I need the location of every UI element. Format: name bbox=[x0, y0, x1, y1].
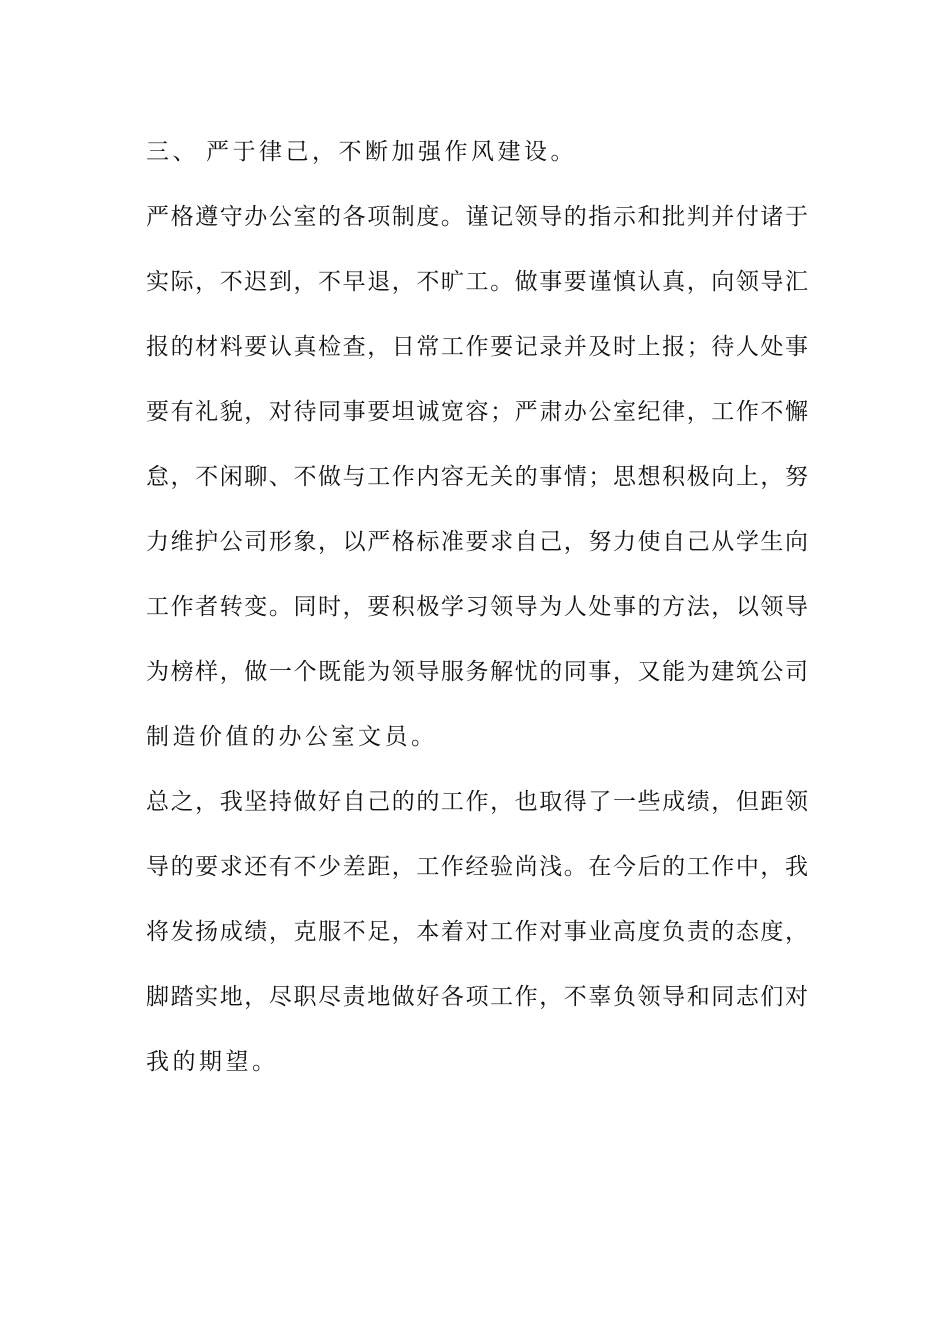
paragraph-line: 脚踏实地，尽职尽责地做好各项工作，不辜负领导和同志们对 bbox=[146, 984, 808, 1010]
paragraph-line: 力维护公司形象，以严格标准要求自己，努力使自己从学生向 bbox=[146, 529, 808, 555]
paragraph-line: 报的材料要认真检查，日常工作要记录并及时上报；待人处事 bbox=[146, 334, 808, 360]
paragraph-line: 实际，不迟到，不早退，不旷工。做事要谨慎认真，向领导汇 bbox=[146, 269, 808, 295]
paragraph-line: 怠，不闲聊、不做与工作内容无关的事情；思想积极向上，努 bbox=[146, 464, 808, 490]
paragraph-line: 为榜样，做一个既能为领导服务解忧的同事，又能为建筑公司 bbox=[146, 659, 808, 685]
paragraph-line: 制造价值的办公室文员。 bbox=[146, 724, 438, 750]
section-heading bbox=[146, 132, 808, 197]
paragraph-line: 总之，我坚持做好自己的的工作，也取得了一些成绩，但距领 bbox=[146, 789, 808, 815]
section-number: 三、 bbox=[146, 139, 199, 165]
paragraph-line: 导的要求还有不少差距，工作经验尚浅。在今后的工作中，我 bbox=[146, 854, 808, 880]
document-body bbox=[146, 132, 808, 1107]
paragraph-line: 要有礼貌，对待同事要坦诚宽容；严肃办公室纪律，工作不懈 bbox=[146, 399, 808, 425]
paragraph-line: 我的期望。 bbox=[146, 1049, 279, 1075]
paragraph-summary bbox=[146, 782, 808, 1107]
paragraph-line: 将发扬成绩，克服不足，本着对工作对事业高度负责的态度， bbox=[146, 919, 808, 945]
paragraph-line: 严格遵守办公室的各项制度。谨记领导的指示和批判并付诸于 bbox=[146, 204, 808, 230]
paragraph-discipline bbox=[146, 197, 808, 782]
paragraph-line: 工作者转变。同时，要积极学习领导为人处事的方法，以领导 bbox=[146, 594, 808, 620]
section-title: 严于律己，不断加强作风建设。 bbox=[206, 139, 577, 165]
